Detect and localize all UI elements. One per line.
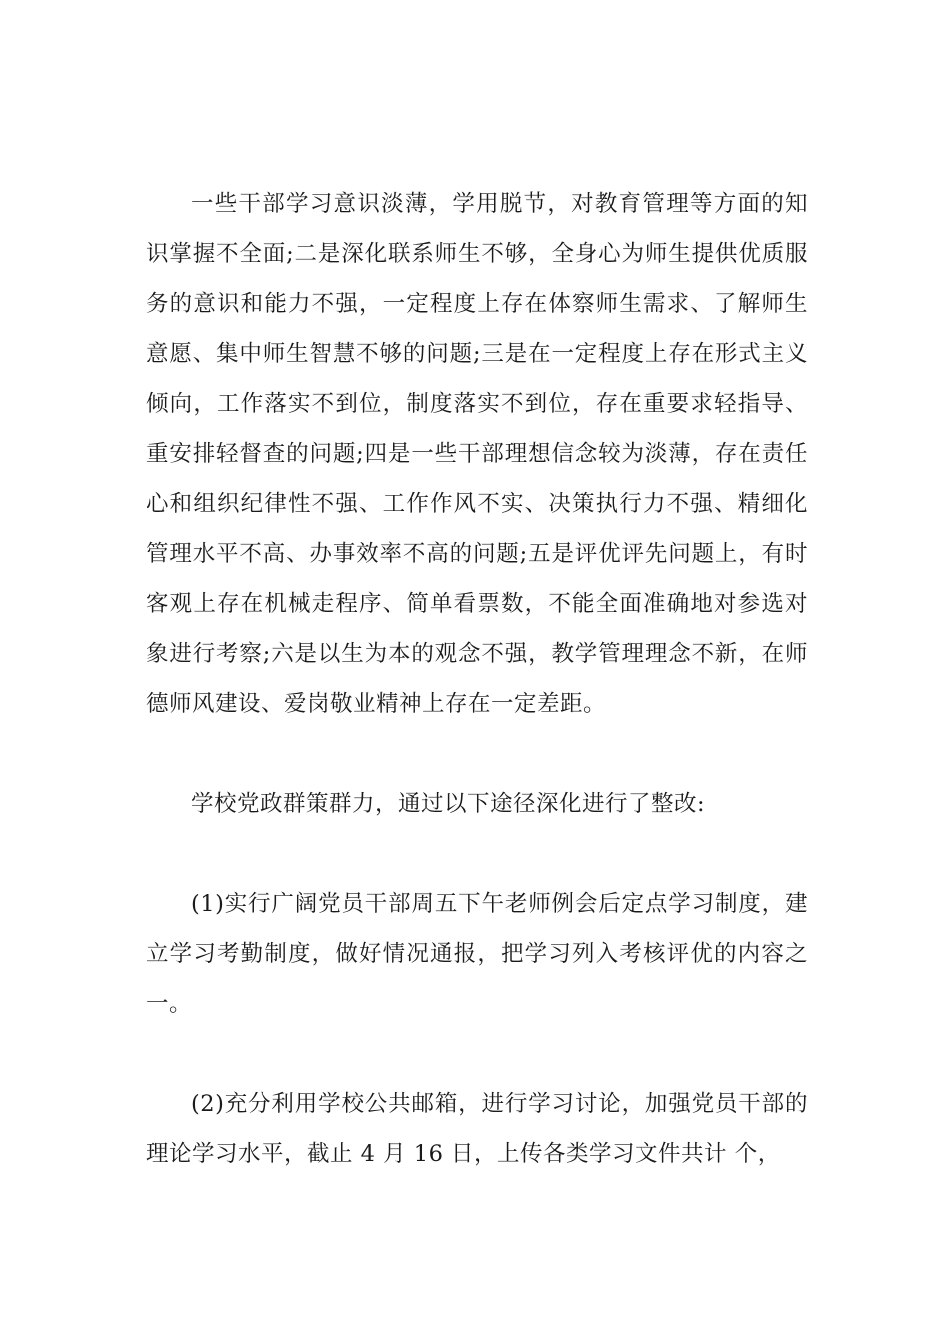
paragraph-measure-1: (1)实行广阔党员干部周五下午老师例会后定点学习制度，建立学习考勤制度，做好情况通报，把学习列入考核评优的内容之一。 (146, 891, 808, 1017)
paragraph-spacer (146, 1029, 808, 1079)
paragraph-problems: 一些干部学习意识淡薄，学用脱节，对教育管理等方面的知识掌握不全面;二是深化联系师生不够，全身心为师生提供优质服务的意识和能力不强，一定程度上存在体察师生需求、了解师生意愿、集中师生智慧不够的问题;三是在一定程度上存在形式主义倾向，工作落实不到位，制度落实不到位，存在重要求轻指导、重安排轻督查的问题;四是一些干部理想信念较为淡薄，存在责任心和组织纪律性不强、工作作风不实、决策执行力不强、精细化管理水平不高、办事效率不高的问题;五是评优评先问题上，有时客观上存在机械走程序、简单看票数，不能全面准确地对参选对象进行考察;六是以生为本的观念不强，教学管理理念不新，在师德师风建设、爱岗敬业精神上存在一定差距。 (146, 191, 808, 717)
paragraph-spacer (146, 829, 808, 879)
paragraph-spacer (146, 729, 808, 779)
document-body (146, 179, 808, 1179)
paragraph-rectification-intro: 学校党政群策群力，通过以下途径深化进行了整改: (191, 791, 706, 817)
paragraph-measure-2: (2)充分利用学校公共邮箱，进行学习讨论，加强党员干部的理论学习水平，截止 4 月 16 日，上传各类学习文件共计 个， (146, 1091, 808, 1167)
